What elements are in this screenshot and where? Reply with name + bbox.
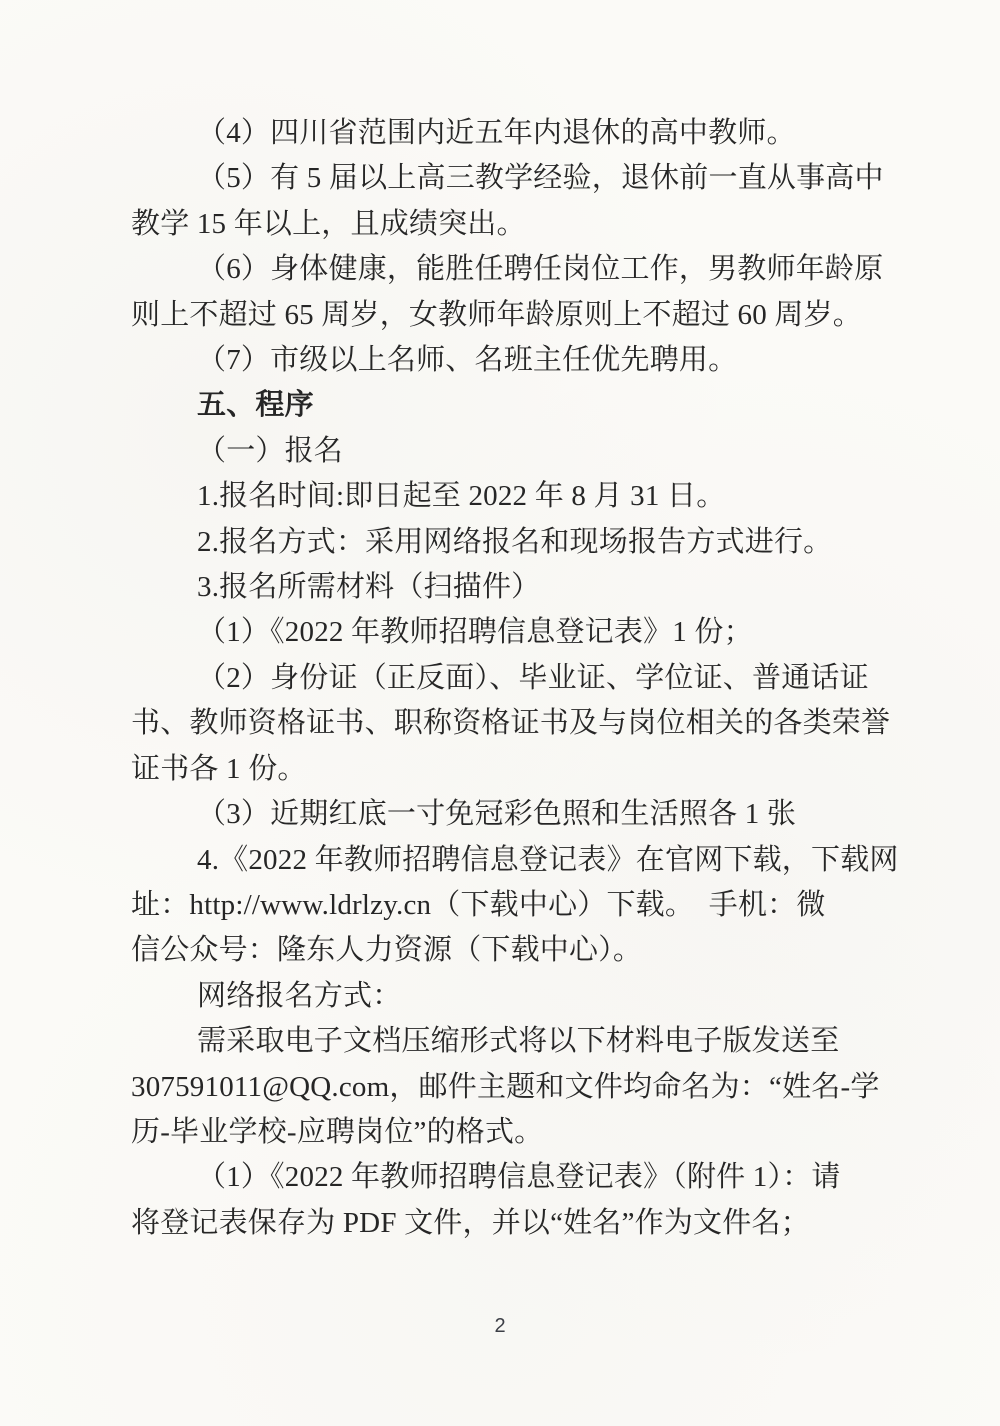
doc-line: 历-毕业学校-应聘岗位”的格式。: [131, 1115, 544, 1148]
doc-line-download-url: 址：http://www.ldrlzy.cn（下载中心）下载。 手机：微: [131, 888, 826, 921]
doc-line: 教学 15 年以上，且成绩突出。: [131, 207, 526, 240]
doc-line: 网络报名方式：: [197, 979, 402, 1012]
doc-line: 将登记表保存为 PDF 文件，并以“姓名”作为文件名；: [131, 1206, 810, 1239]
doc-line: （1）《2022 年教师招聘信息登记表》1 份；: [197, 616, 753, 649]
page-footer: [0, 1313, 1000, 1339]
doc-line: 证书各 1 份。: [131, 752, 307, 785]
doc-line: （6）身体健康，能胜任聘任岗位工作，男教师年龄原: [197, 253, 884, 286]
doc-line: 4.《2022 年教师招聘信息登记表》在官网下载，下载网: [197, 843, 899, 876]
doc-line: 则上不超过 65 周岁，女教师年龄原则上不超过 60 周岁。: [131, 298, 863, 331]
doc-line: 需采取电子文档压缩形式将以下材料电子版发送至: [197, 1025, 840, 1058]
page-number: 2: [494, 1315, 506, 1337]
doc-line: 书、教师资格证书、职称资格证书及与岗位相关的各类荣誉: [131, 707, 891, 740]
doc-line: （2）身份证（正反面）、毕业证、学位证、普通话证: [197, 661, 869, 694]
doc-line: （4）四川省范围内近五年内退休的高中教师。: [197, 117, 796, 149]
doc-line: 1.报名时间:即日起至 2022 年 8 月 31 日。: [197, 480, 726, 513]
doc-line: （5）有 5 届以上高三教学经验，退休前一直从事高中: [197, 162, 884, 195]
doc-line: （1）《2022 年教师招聘信息登记表》（附件 1）：请: [197, 1161, 841, 1194]
doc-line: 2.报名方式：采用网络报名和现场报告方式进行。: [197, 525, 833, 558]
doc-line: 信公众号：隆东人力资源（下载中心）。: [131, 934, 643, 967]
document-page-body: [131, 111, 899, 1246]
doc-line: （7）市级以上名师、名班主任优先聘用。: [197, 344, 738, 377]
doc-line: 3.报名所需材料（扫描件）: [197, 571, 541, 604]
doc-line-email: 307591011@QQ.com，邮件主题和文件均命名为：“姓名-学: [131, 1070, 880, 1103]
section-heading: 五、程序: [197, 389, 314, 422]
doc-line: （3）近期红底一寸免冠彩色照和生活照各 1 张: [197, 798, 797, 831]
subsection-heading: （一）报名: [197, 434, 344, 467]
